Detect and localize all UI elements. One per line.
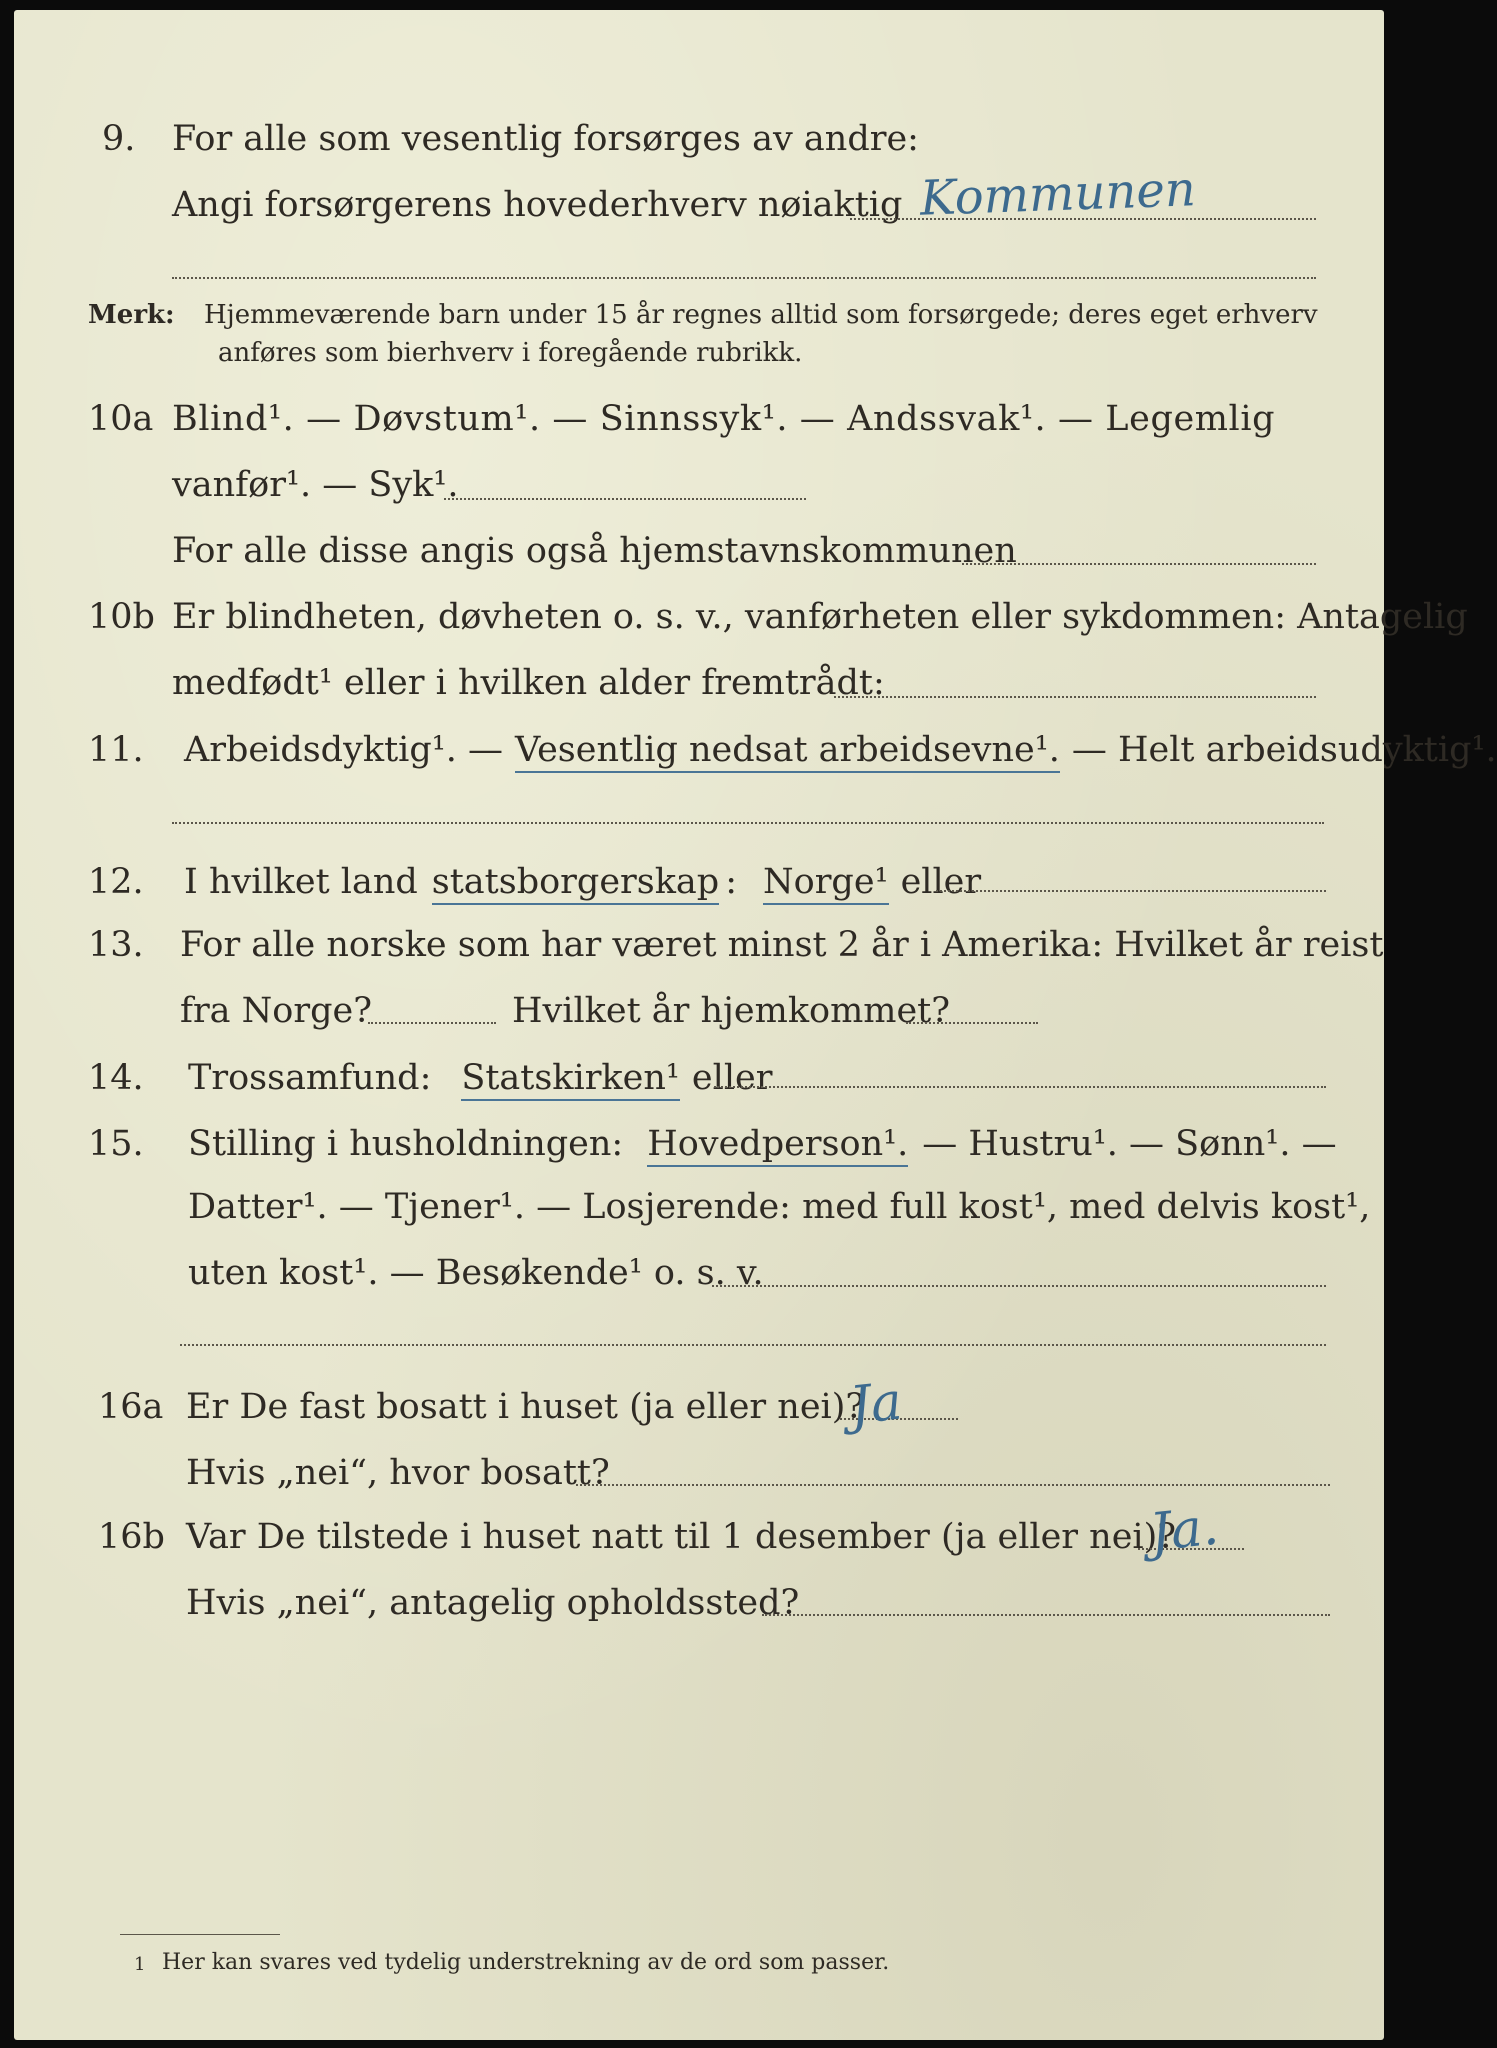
q11-unable: — Helt arbeidsudyktig¹. — [1071, 730, 1497, 770]
q14-fill — [714, 1086, 1326, 1088]
q16b-line2: Hvis „nei“, antagelig opholdssted? — [186, 1583, 800, 1623]
q16b-answer-handwriting: Ja. — [1147, 1496, 1222, 1564]
q12-colon: : — [725, 862, 737, 902]
q10a-line1: Blind¹. — Døvstum¹. — Sinnssyk¹. — Andssvak¹. — Legemlig — [172, 399, 1276, 439]
q14-row — [88, 1058, 772, 1101]
q9-number: 9. — [102, 119, 136, 159]
q15-l1a: Stilling i husholdningen: — [188, 1124, 624, 1164]
q14-statskirken-underlined: Statskirken¹ — [461, 1058, 680, 1101]
q11-reduced-underlined: Vesentlig nedsat arbeidsevne¹. — [515, 730, 1060, 773]
q16b-line1: Var De tilstede i huset natt til 1 desember (ja eller nei)? — [186, 1517, 1177, 1557]
q15-row1 — [88, 1124, 1337, 1167]
q16a-line1: Er De fast bosatt i huset (ja eller nei)? — [186, 1387, 865, 1427]
q12-row — [88, 862, 981, 905]
q12-citizenship-underlined: statsborgerskap — [432, 862, 719, 905]
q15-line2: Datter¹. — Tjener¹. — Losjerende: med full kost¹, med delvis kost¹, — [188, 1187, 1371, 1227]
census-form-page — [14, 10, 1497, 2040]
q9-line2-label: Angi forsørgerens hovederhverv nøiaktig — [172, 185, 903, 225]
q16a-answer-handwriting: Ja — [847, 1371, 905, 1437]
q15-hovedperson-underlined: Hovedperson¹. — [647, 1124, 908, 1167]
footnote-mark: 1 — [134, 1954, 146, 1975]
q12-number: 12. — [88, 862, 144, 902]
q10a-line3: For alle disse angis også hjemstavnskommunen — [172, 531, 1017, 571]
q12-fill — [936, 890, 1326, 892]
q15-divider — [180, 1344, 1326, 1346]
q10a-line2: vanfør¹. — Syk¹. — [172, 465, 459, 505]
q14-or: eller — [691, 1058, 773, 1098]
q10b-line2: medfødt¹ eller i hvilken alder fremtrådt: — [172, 663, 885, 703]
q16b-line2-fill — [762, 1614, 1330, 1616]
q9-divider — [172, 277, 1316, 279]
q9-answer-handwriting: Kommunen — [919, 161, 1197, 227]
q11-able: Arbeidsdyktig¹. — — [184, 730, 504, 770]
q14-number: 14. — [88, 1058, 144, 1098]
q10a-line2-fill — [444, 498, 806, 500]
q13-number: 13. — [88, 925, 144, 965]
merk-label: Merk: — [88, 300, 175, 330]
q16a-line2: Hvis „nei“, hvor bosatt? — [186, 1453, 610, 1493]
q13-reist-fill — [368, 1022, 496, 1024]
q15-line3: uten kost¹. — Besøkende¹ o. s. v. — [188, 1253, 764, 1293]
q11-divider — [172, 822, 1324, 824]
footnote-rule — [120, 1934, 280, 1935]
q13-line1: For alle norske som har været minst 2 år i Amerika: Hvilket år reist — [180, 925, 1384, 965]
q15-fill — [712, 1285, 1326, 1287]
q15-l1c: — Hustru¹. — Sønn¹. — — [922, 1124, 1337, 1164]
q10b-line2-fill — [834, 696, 1316, 698]
q11-row — [88, 730, 1497, 773]
q11-number: 11. — [88, 730, 144, 770]
q12-or: eller — [900, 862, 982, 902]
q15-number: 15. — [88, 1124, 144, 1164]
q13-line2a: fra Norge? — [180, 991, 372, 1031]
q10a-line3-fill — [962, 563, 1316, 565]
merk-line1: Hjemmeværende barn under 15 år regnes alltid som forsørgede; deres eget erhverv — [204, 300, 1318, 330]
merk-line2: anføres som bierhverv i foregående rubrikk. — [218, 338, 803, 368]
q10a-number: 10a — [88, 399, 154, 439]
footnote-text: Her kan svares ved tydelig understrekning av de ord som passer. — [162, 1950, 890, 1975]
q12-text-a: I hvilket land — [184, 862, 418, 902]
q16b-number: 16b — [98, 1517, 165, 1557]
q9-line1: For alle som vesentlig forsørges av andre: — [172, 119, 919, 159]
q16a-number: 16a — [98, 1387, 164, 1427]
q13-line2b: Hvilket år hjemkommet? — [512, 991, 951, 1031]
q13-hjemkommet-fill — [906, 1022, 1038, 1024]
q16a-line2-fill — [576, 1484, 1330, 1486]
q10b-number: 10b — [88, 597, 155, 637]
q12-norway-underlined: Norge¹ — [763, 862, 889, 905]
q14-label: Trossamfund: — [188, 1058, 432, 1098]
q10b-line1: Er blindheten, døvheten o. s. v., vanførheten eller sykdommen: Antagelig — [172, 597, 1468, 637]
